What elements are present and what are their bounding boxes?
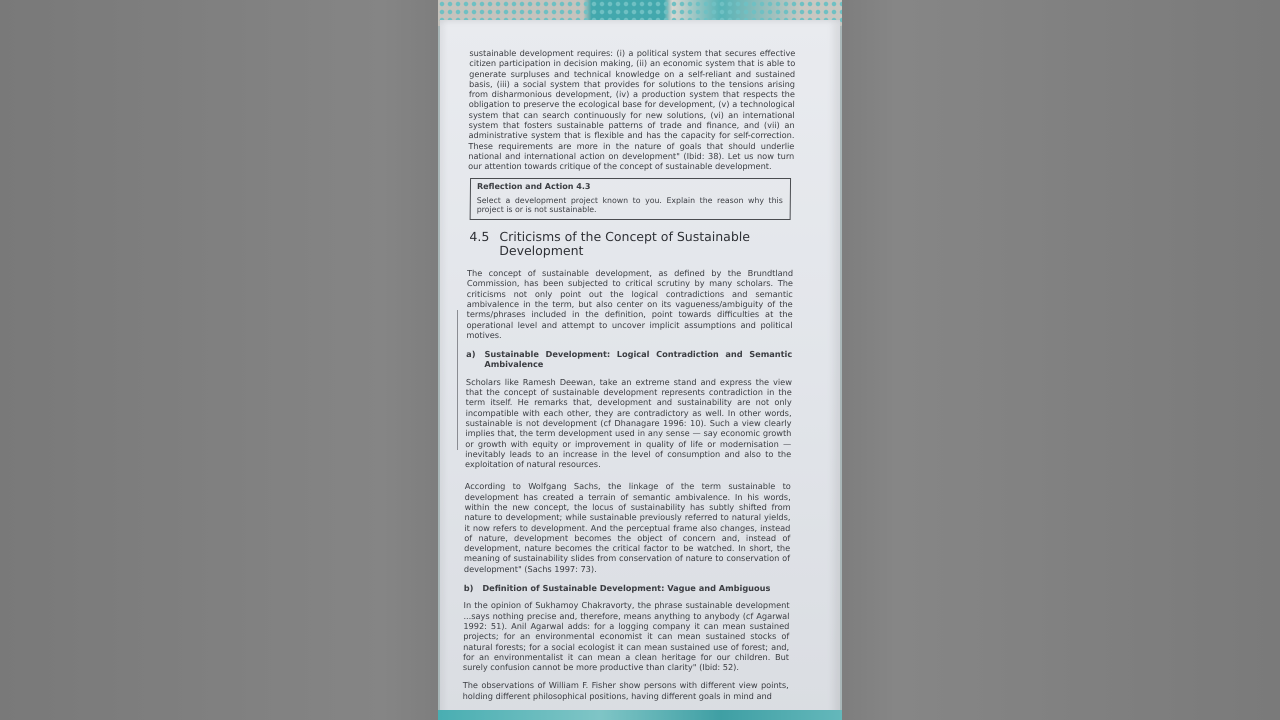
reflection-title: Reflection and Action 4.3 [476, 181, 591, 191]
section-heading [469, 230, 793, 258]
paragraph-fisher: The observations of William F. Fisher show persons with different view points, holding different philosophical positions, having different goals in mind and [462, 680, 789, 701]
paragraph-sachs: According to Wolfgang Sachs, the linkage of the term sustainable to development has created a terrain of semantic ambivalence. In his words, within the new concept, the locus of sustainability has subtly shifted from nature to development; while sustainable previously referred to natural yields, it now refers to development. And the perceptual frame also changes, instead of nature, development becomes the object of concern and, instead of development, nature becomes the critical factor to be watched. In short, the meaning of sustainability slides from conservation of nature to conservation of development" (Sachs 1997: 73). [463, 481, 791, 574]
page-body [463, 48, 796, 701]
subheading-a-marker: a) [466, 349, 476, 360]
document-page [440, 20, 840, 720]
subheading-a-title: Sustainable Development: Logical Contradiction and Semantic Ambivalence [484, 349, 793, 370]
section-title: Criticisms of the Concept of Sustainable Development [499, 229, 751, 259]
document-photo [438, 0, 842, 720]
reflection-box [470, 178, 791, 220]
paragraph-chakravorty: In the opinion of Sukhamoy Chakravorty, the phrase sustainable development ...says nothing precise and, therefore, means anything to anybody (cf Agarwal 1992: 51). Anil Agarwal adds: for a logging company it can mean sustained projects; for an environmental economist it can mean sustained stocks of natural forests; for a social ecologist it can mean sustained use of forest; and, for an environmentalist it can mean a clean heritage for our children. But surely confusion cannot be more productive than clarity" (Ibid: 52). [462, 600, 790, 673]
section-number: 4.5 [469, 229, 490, 245]
pencil-margin-mark [457, 310, 458, 450]
paragraph-intro: The concept of sustainable development, as defined by the Brundtland Commission, has been subjected to critical scrutiny by many scholars. The criticisms not only point out the logical contradictions and semantic ambivalence in the term, but also center on its vagueness/ambiguity of the terms/phrases included in the definition, point towards difficulties at the operational level and attempt to uncover implicit assumptions and political motives. [466, 268, 794, 340]
subheading-b [464, 583, 790, 593]
reflection-body: Select a development project known to you. Explain the reason why this project is or is not sustainable. [476, 195, 783, 215]
paragraph-deewan: Scholars like Ramesh Deewan, take an extreme stand and express the view that the concept of sustainable development represents contradiction in the term itself. He remarks that, development and sustainability are not only incompatible with each other, they are contradictory as well. In other words, sustainable is not development (cf Dhanagare 1996: 10). Such a view clearly implies that, the term development used in any sense — say economic growth or growth with equity or improvement in quality of life or modernisation — inevitably leads to an increase in the level of consumption and also to the exploitation of natural resources. [465, 376, 792, 470]
subheading-b-marker: b) [463, 583, 474, 594]
subheading-b-title: Definition of Sustainable Development: Vague and Ambiguous [482, 583, 771, 594]
tablecloth-bottom [438, 710, 842, 720]
paragraph-requirements: sustainable development requires: (i) a political system that secures effective citizen participation in decision making, (ii) an economic system that is able to generate surpluses and technical knowledge on a self-reliant and sustained basis, (iii) a social system that provides for solutions to the tensions arising from disharmonious development, (iv) a production system that respects the obligation to preserve the ecological base for development, (v) a technological system that can search continuously for new solutions, (vi) an international system that fosters sustainable patterns of trade and finance, and (vii) an administrative system that is flexible and has the capacity for self-correction. These requirements are more in the nature of goals that should underlie national and international action on development" (Ibid: 38). Let us now turn our attention towards critique of the concept of sustainable development. [468, 48, 796, 172]
subheading-a [466, 349, 792, 370]
